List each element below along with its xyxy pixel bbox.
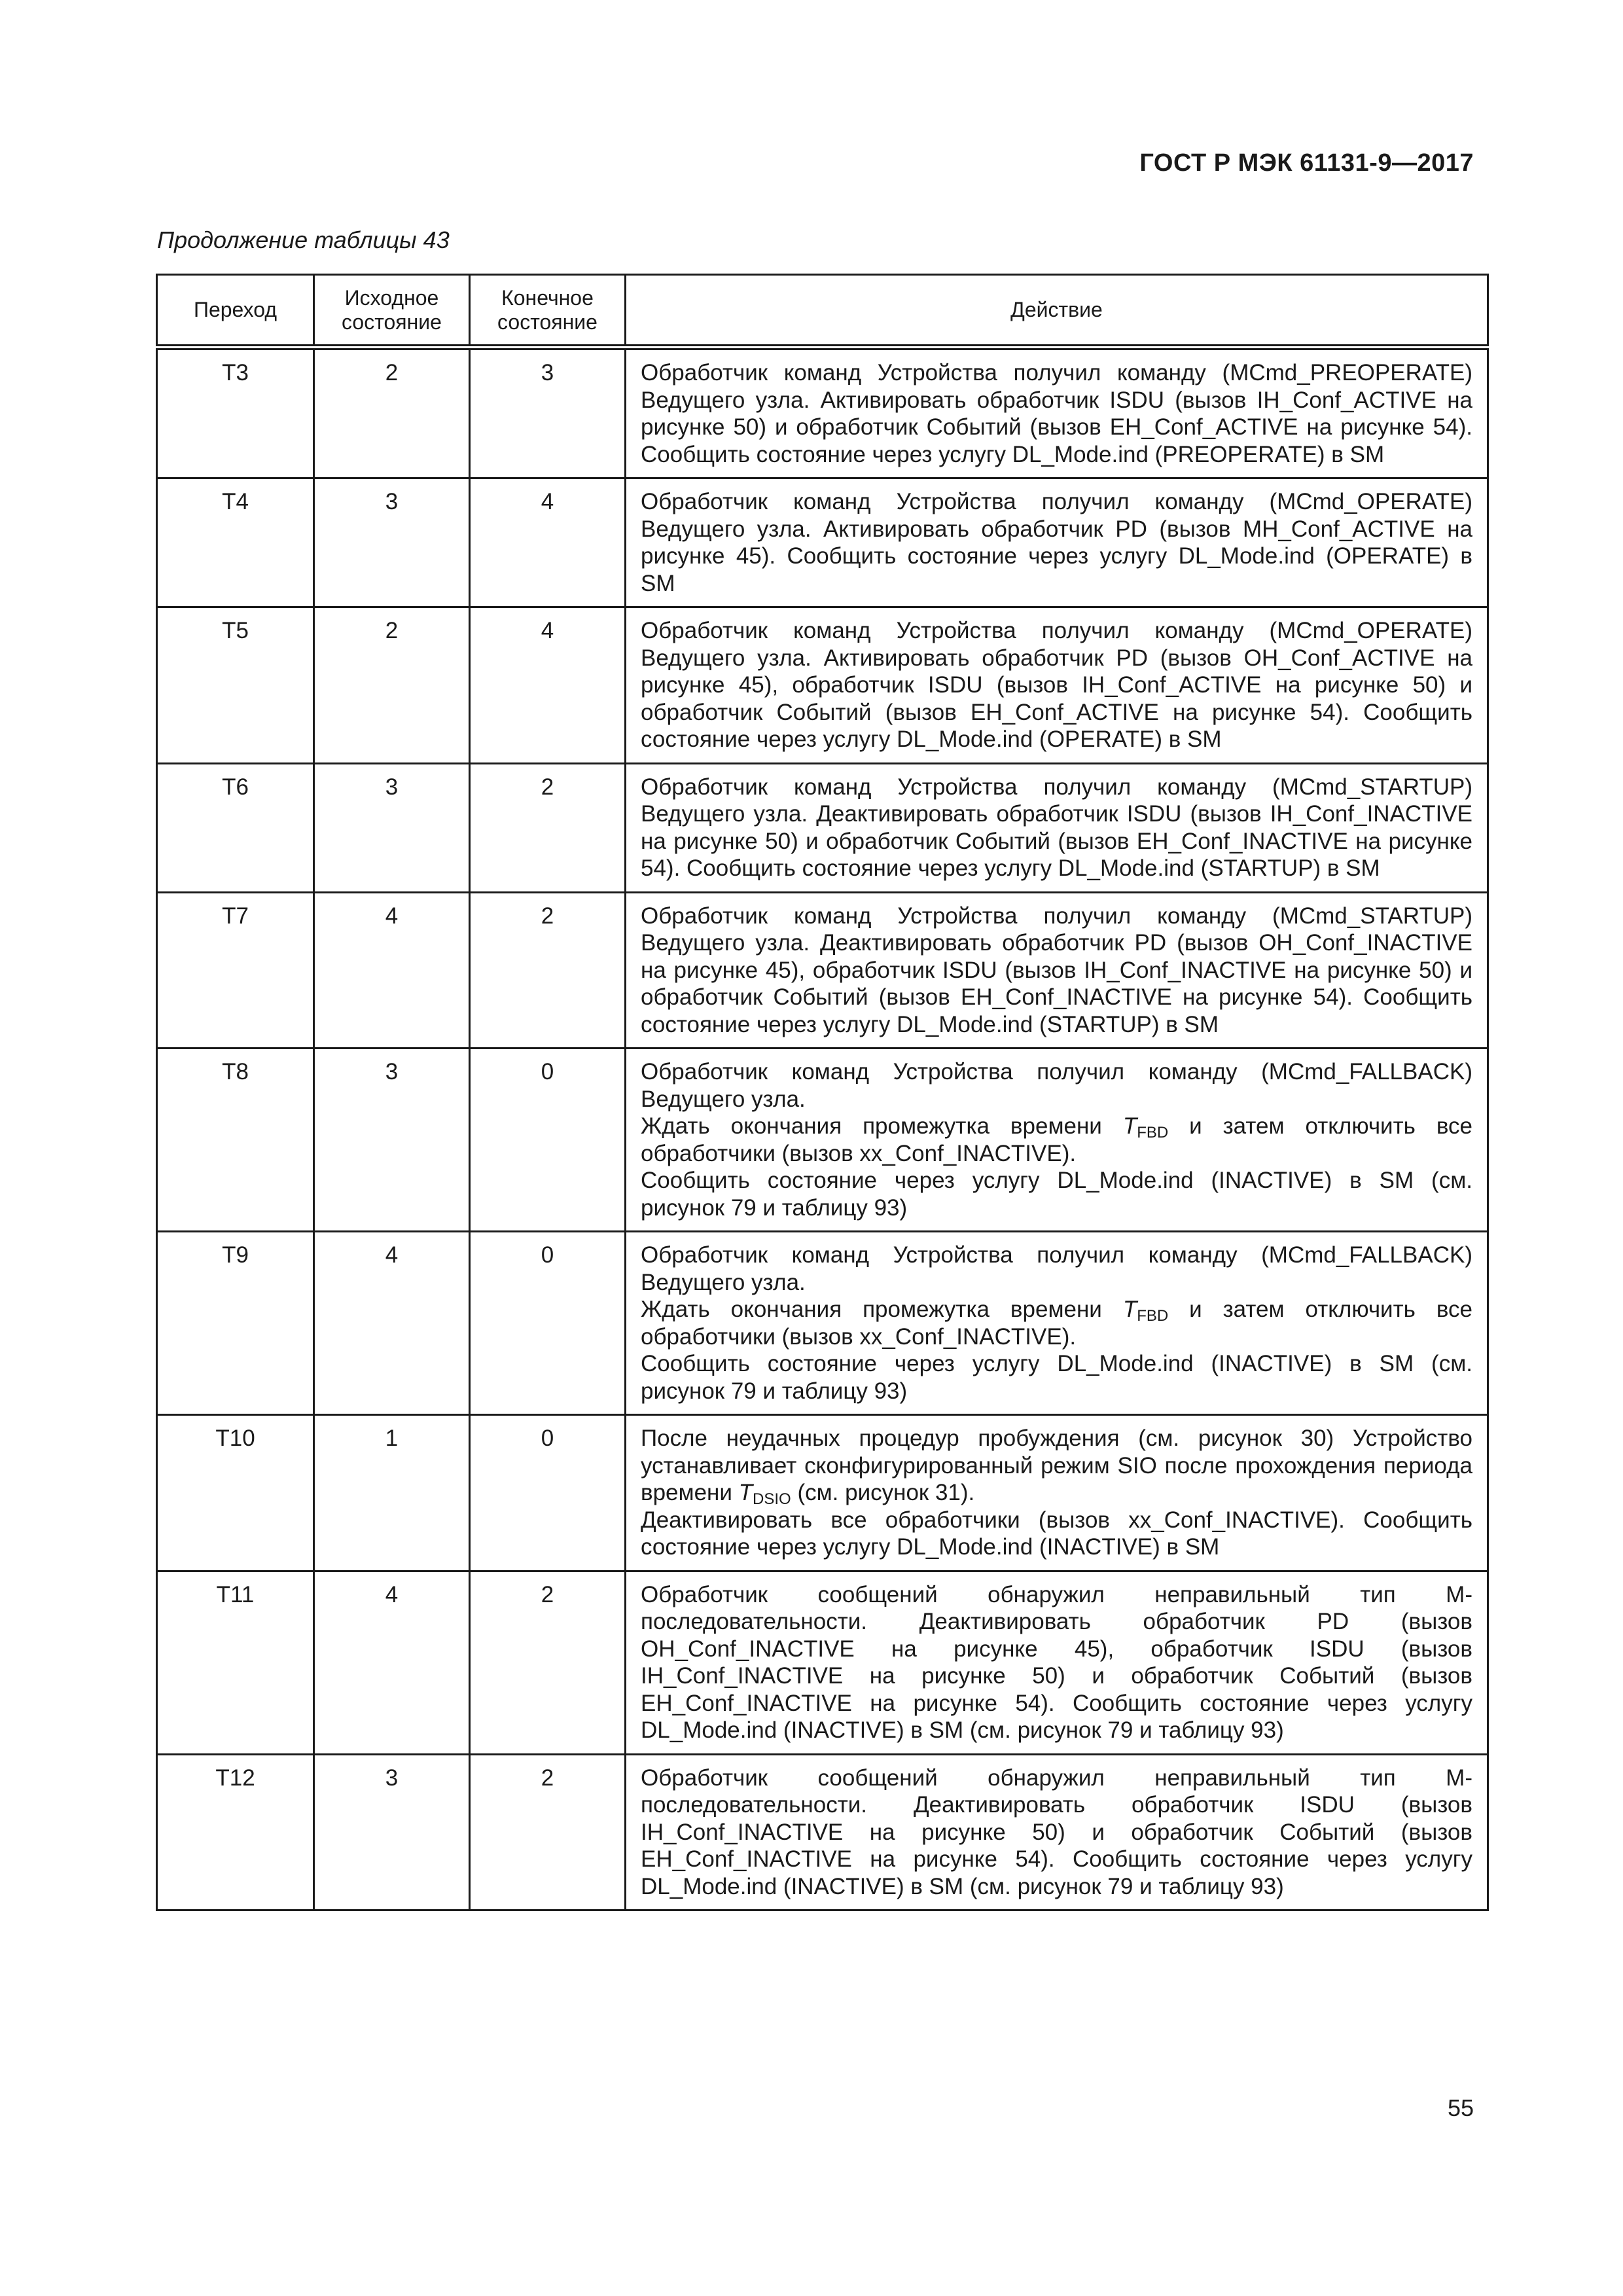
- table-row: [157, 1049, 1488, 1232]
- source-state-cell: 3: [314, 1754, 470, 1910]
- action-cell: [626, 1754, 1488, 1910]
- transition-cell: T6: [157, 763, 314, 892]
- source-state-cell: 4: [314, 1232, 470, 1415]
- target-state-cell: 2: [470, 1571, 626, 1754]
- action-paragraph: Обработчик команд Устройства получил команду (MCmd_STARTUP) Ведущего узла. Деактивировать обработчик ISDU (вызов IH_Conf_INACTIVE на рисунке 50) и обработчик Событий (вызов EH_Conf_INACTIVE на рисунке 54). Сообщить состояние через услугу DL_Mode.ind (STARTUP) в SM: [641, 774, 1472, 881]
- action-paragraph: Сообщить состояние через услугу DL_Mode.ind (INACTIVE) в SM (см. рисунок 79 и таблицу 93): [641, 1168, 1472, 1221]
- action-paragraph: Обработчик команд Устройства получил команду (MCmd_FALLBACK) Ведущего узла.: [641, 1242, 1472, 1295]
- action-cell: [626, 607, 1488, 764]
- action-paragraph: Обработчик команд Устройства получил команду (MCmd_OPERATE) Ведущего узла. Активировать обработчик PD (вызов OH_Conf_ACTIVE на рисунке 45), обработчик ISDU (вызов IH_Conf_ACTIVE на рисунке 50) и обработчик Событий (вызов EH_Conf_ACTIVE на рисунке 54). Сообщить состояние через услугу DL_Mode.ind (OPERATE) в SM: [641, 618, 1472, 752]
- transition-cell: T4: [157, 478, 314, 607]
- action-cell: [626, 1232, 1488, 1415]
- action-paragraph: Обработчик команд Устройства получил команду (MCmd_PREOPERATE) Ведущего узла. Активировать обработчик ISDU (вызов IH_Conf_ACTIVE на рисунке 50) и обработчик Событий (вызов EH_Conf_ACTIVE на рисунке 54). Сообщить состояние через услугу DL_Mode.ind (PREOPERATE) в SM: [641, 360, 1472, 467]
- source-state-cell: 3: [314, 478, 470, 607]
- table-row: [157, 348, 1488, 478]
- table-row: [157, 1754, 1488, 1910]
- action-paragraph: Обработчик команд Устройства получил команду (MCmd_OPERATE) Ведущего узла. Активировать обработчик PD (вызов MH_Conf_ACTIVE на рисунке 45). Сообщить состояние через услугу DL_Mode.ind (OPERATE) в SM: [641, 489, 1472, 596]
- action-paragraph: Обработчик сообщений обнаружил неправильный тип M-последовательности. Деактивировать обработчик ISDU (вызов IH_Conf_INACTIVE на рисунке 50) и обработчик Событий (вызов EH_Conf_INACTIVE на рисунке 54). Сообщить состояние через услугу DL_Mode.ind (INACTIVE) в SM (см. рисунок 79 и таблицу 93): [641, 1765, 1472, 1899]
- source-state-cell: 2: [314, 607, 470, 764]
- transition-cell: T8: [157, 1049, 314, 1232]
- table-row: [157, 1571, 1488, 1754]
- document-standard-code: ГОСТ Р МЭК 61131-9—2017: [1139, 149, 1474, 177]
- transition-cell: T3: [157, 348, 314, 478]
- transitions-table: [156, 274, 1489, 1911]
- action-paragraph: Сообщить состояние через услугу DL_Mode.ind (INACTIVE) в SM (см. рисунок 79 и таблицу 93): [641, 1351, 1472, 1404]
- source-state-cell: 4: [314, 892, 470, 1049]
- action-paragraph: Обработчик команд Устройства получил команду (MCmd_STARTUP) Ведущего узла. Деактивировать обработчик PD (вызов OH_Conf_INACTIVE на рисунке 45), обработчик ISDU (вызов IH_Conf_INACTIVE на рисунке 50) и обработчик Событий (вызов EH_Conf_INACTIVE на рисунке 54). Сообщить состояние через услугу DL_Mode.ind (STARTUP) в SM: [641, 903, 1472, 1037]
- source-state-cell: 2: [314, 348, 470, 478]
- table-row: [157, 1232, 1488, 1415]
- source-state-cell: 3: [314, 1049, 470, 1232]
- target-state-cell: 0: [470, 1049, 626, 1232]
- table-row: [157, 763, 1488, 892]
- action-paragraph: Деактивировать все обработчики (вызов xx_Conf_INACTIVE). Сообщить состояние через услугу DL_Mode.ind (INACTIVE) в SM: [641, 1507, 1472, 1560]
- table-row: [157, 607, 1488, 764]
- table-row: [157, 1415, 1488, 1571]
- action-paragraph: Обработчик команд Устройства получил команду (MCmd_FALLBACK) Ведущего узла.: [641, 1059, 1472, 1112]
- transition-cell: T11: [157, 1571, 314, 1754]
- target-state-cell: 0: [470, 1232, 626, 1415]
- action-cell: [626, 892, 1488, 1049]
- action-cell: [626, 348, 1488, 478]
- action-cell: [626, 478, 1488, 607]
- transition-cell: T7: [157, 892, 314, 1049]
- transition-cell: T12: [157, 1754, 314, 1910]
- action-cell: [626, 1571, 1488, 1754]
- action-paragraph: Обработчик сообщений обнаружил неправильный тип M-последовательности. Деактивировать обработчик PD (вызов OH_Conf_INACTIVE на рисунке 45), обработчик ISDU (вызов IH_Conf_INACTIVE на рисунке 50) и обработчик Событий (вызов EH_Conf_INACTIVE на рисунке 54). Сообщить состояние через услугу DL_Mode.ind (INACTIVE) в SM (см. рисунок 79 и таблицу 93): [641, 1581, 1472, 1743]
- source-state-cell: 3: [314, 763, 470, 892]
- target-state-cell: 2: [470, 892, 626, 1049]
- table-row: [157, 892, 1488, 1049]
- column-header-action: Действие: [626, 275, 1488, 348]
- action-cell: [626, 1049, 1488, 1232]
- action-cell: [626, 1415, 1488, 1571]
- column-header-target-state: Конечное состояние: [470, 275, 626, 348]
- transition-cell: T9: [157, 1232, 314, 1415]
- target-state-cell: 3: [470, 348, 626, 478]
- target-state-cell: 2: [470, 763, 626, 892]
- source-state-cell: 1: [314, 1415, 470, 1571]
- column-header-source-state: Исходное состояние: [314, 275, 470, 348]
- target-state-cell: 4: [470, 478, 626, 607]
- table-row: [157, 478, 1488, 607]
- action-paragraph: Ждать окончания промежутка времени $T_{FBD}$ и затем отключить все обработчики (вызов xx_Conf_INACTIVE).: [641, 1297, 1472, 1350]
- transition-cell: T5: [157, 607, 314, 764]
- table-body: [157, 348, 1488, 1910]
- target-state-cell: 0: [470, 1415, 626, 1571]
- target-state-cell: 4: [470, 607, 626, 764]
- page-number: 55: [1447, 2094, 1474, 2121]
- column-header-transition: Переход: [157, 275, 314, 348]
- transition-cell: T10: [157, 1415, 314, 1571]
- action-cell: [626, 763, 1488, 892]
- action-paragraph: Ждать окончания промежутка времени $T_{FBD}$ и затем отключить все обработчики (вызов xx_Conf_INACTIVE).: [641, 1113, 1472, 1166]
- table-header-row: [157, 275, 1488, 348]
- source-state-cell: 4: [314, 1571, 470, 1754]
- target-state-cell: 2: [470, 1754, 626, 1910]
- table-caption: Продолжение таблицы 43: [157, 226, 450, 253]
- action-paragraph: После неудачных процедур пробуждения (см. рисунок 30) Устройство устанавливает сконфигурированный режим SIO после прохождения периода времени $T_{DSIO}$ (см. рисунок 31).: [641, 1426, 1472, 1508]
